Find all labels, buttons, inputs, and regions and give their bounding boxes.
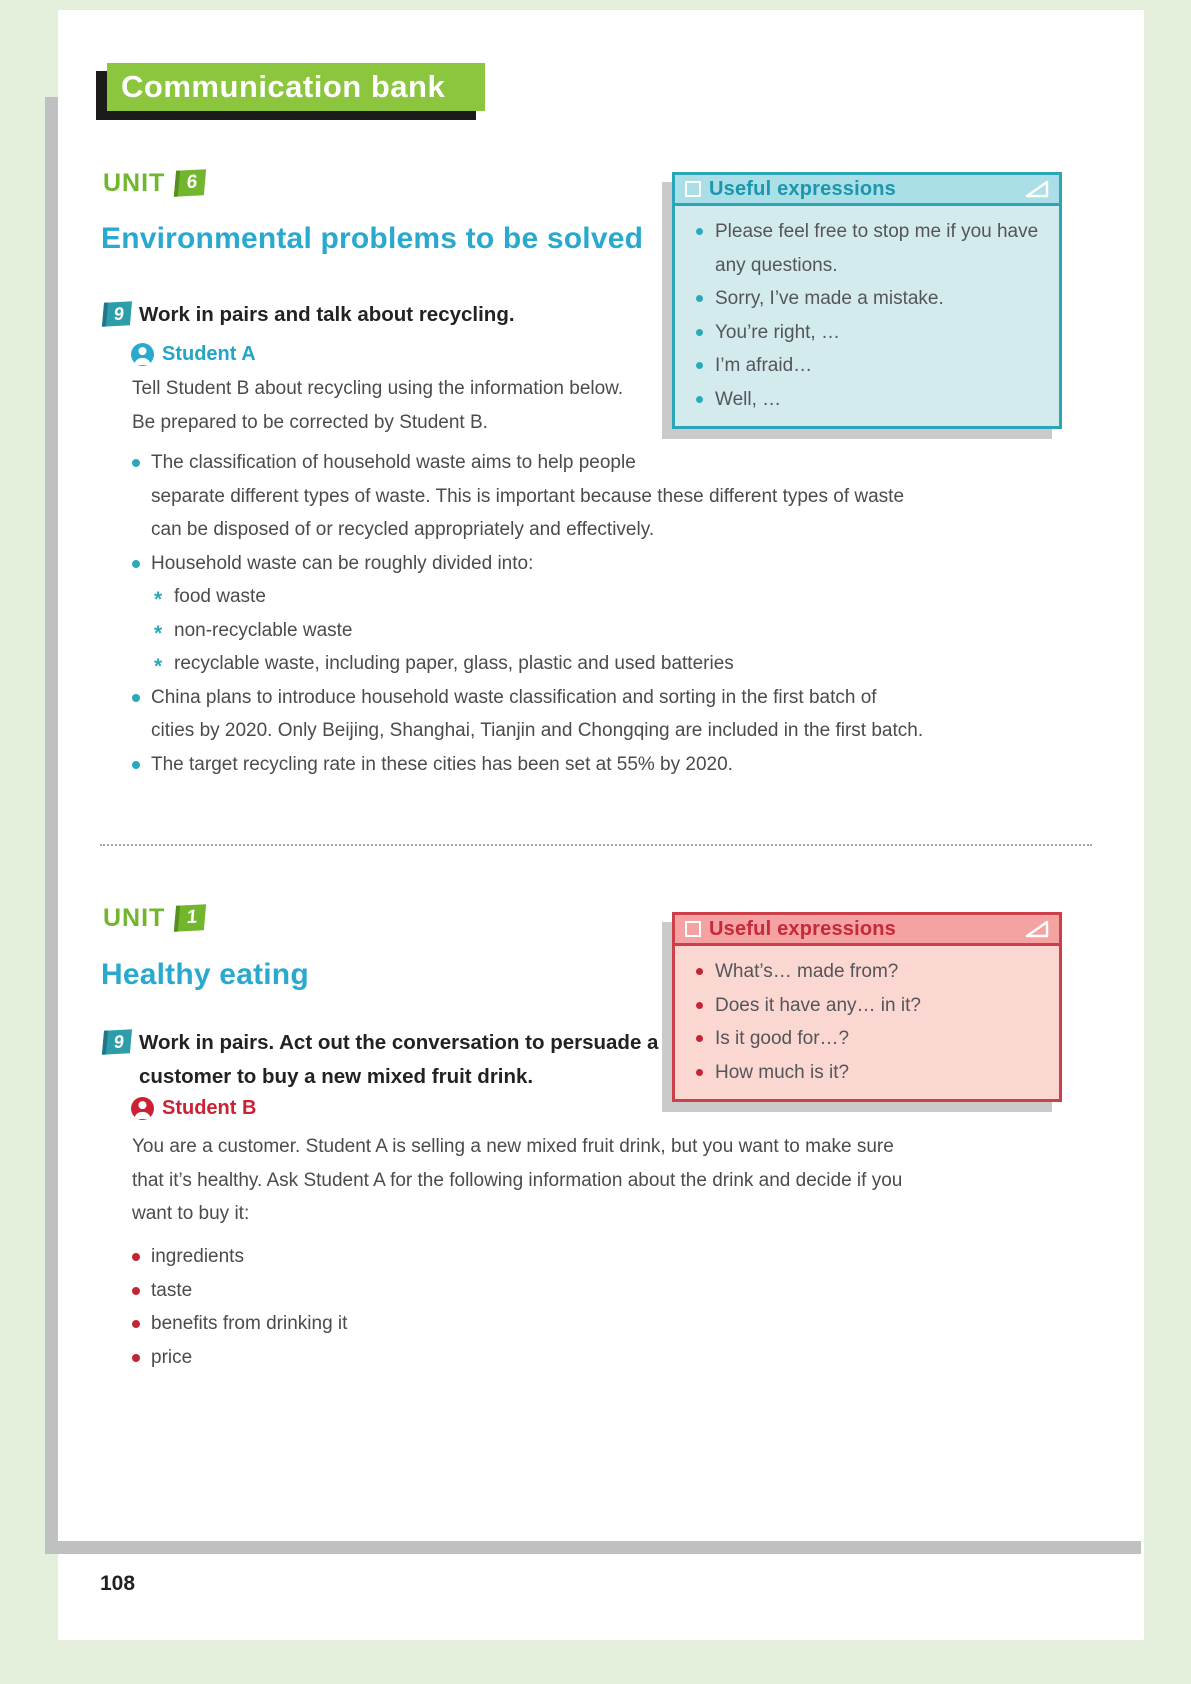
bullet-item: taste	[132, 1274, 347, 1308]
unit1-exercise-number-badge: 9	[102, 1029, 132, 1054]
bullet-item: Household waste can be roughly divided into: * food waste * non-recyclable waste * recyclable waste, including paper, glass, plastic and used batteries	[132, 547, 923, 681]
unit1-intro-line: want to buy it:	[132, 1203, 250, 1224]
page-number: 108	[100, 1572, 136, 1595]
expression-item: What’s… made from?	[691, 955, 1045, 989]
bullet-item: price	[132, 1341, 347, 1375]
unit1-exercise-instruction-line: Work in pairs. Act out the conversation to persuade a	[139, 1031, 659, 1054]
unit1-label: UNIT	[103, 903, 166, 932]
unit1-number-badge: 1	[174, 904, 206, 932]
person-icon	[131, 1097, 154, 1120]
expression-item: You’re right, …	[691, 316, 1045, 350]
useful-expressions-header	[675, 175, 1059, 206]
expression-item: Please feel free to stop me if you have any questions.	[691, 215, 1045, 282]
page-frame-bottom	[45, 1541, 1141, 1554]
bullet-item: benefits from drinking it	[132, 1307, 347, 1341]
sub-bullet-item: * food waste	[132, 580, 923, 614]
unit1-student-row	[131, 1096, 256, 1120]
unit6-number-badge: 6	[174, 169, 206, 197]
unit6-exercise-number-badge: 9	[102, 301, 132, 326]
unit6-label: UNIT	[103, 168, 166, 197]
unit1-intro-line: You are a customer. Student A is selling a new mixed fruit drink, but you want to make sure	[132, 1136, 894, 1157]
page-frame-left	[45, 97, 58, 1554]
useful-expressions-list	[675, 946, 1059, 1099]
unit6-intro-line: Tell Student B about recycling using the information below.	[132, 378, 624, 399]
expression-item: Sorry, I’ve made a mistake.	[691, 282, 1045, 316]
bullet-item: ingredients	[132, 1240, 347, 1274]
bullet-item: The classification of household waste aims to help people separate different types of waste. This is important because these different types of waste can be disposed of or recycled appropriately and effectively.	[132, 446, 923, 547]
square-outline-icon	[685, 921, 701, 937]
unit1-heading	[103, 903, 205, 933]
person-icon	[131, 343, 154, 366]
expression-item: I’m afraid…	[691, 349, 1045, 383]
triangle-outline-icon	[1025, 920, 1049, 938]
expression-item: How much is it?	[691, 1056, 1045, 1090]
unit6-intro-line: Be prepared to be corrected by Student B.	[132, 412, 488, 433]
unit6-useful-expressions-box	[672, 172, 1062, 429]
sub-bullet-item: * recyclable waste, including paper, glass, plastic and used batteries	[132, 647, 923, 681]
square-outline-icon	[685, 181, 701, 197]
unit1-useful-expressions-box	[672, 912, 1062, 1102]
unit6-exercise	[103, 298, 515, 332]
triangle-outline-icon	[1025, 180, 1049, 198]
expression-item: Does it have any… in it?	[691, 989, 1045, 1023]
useful-expressions-list	[675, 206, 1059, 426]
unit6-heading	[103, 168, 205, 198]
useful-expressions-title: Useful expressions	[709, 177, 897, 200]
bullet-item: China plans to introduce household waste classification and sorting in the first batch of cities by 2020. Only Beijing, Shanghai, Tianjin and Chongqing are included in the first batch.	[132, 681, 923, 748]
expression-item: Well, …	[691, 383, 1045, 417]
useful-expressions-header	[675, 915, 1059, 946]
unit1-exercise	[103, 1026, 658, 1094]
expression-item: Is it good for…?	[691, 1022, 1045, 1056]
page-banner: Communication bank	[107, 63, 485, 111]
unit6-student-row	[131, 342, 256, 366]
unit6-title: Environmental problems to be solved	[101, 222, 644, 255]
unit6-intro	[132, 372, 623, 440]
section-divider	[100, 844, 1092, 846]
unit1-exercise-instruction-line: customer to buy a new mixed fruit drink.	[139, 1065, 534, 1088]
unit6-exercise-instruction: Work in pairs and talk about recycling.	[139, 303, 515, 326]
unit1-title: Healthy eating	[101, 958, 309, 991]
unit1-bullet-list	[132, 1240, 347, 1374]
useful-expressions-title: Useful expressions	[709, 917, 897, 940]
unit1-intro	[132, 1130, 902, 1231]
bullet-item: The target recycling rate in these cities has been set at 55% by 2020.	[132, 748, 923, 782]
unit1-intro-line: that it’s healthy. Ask Student A for the following information about the drink and decide if you	[132, 1169, 903, 1191]
sub-bullet-item: * non-recyclable waste	[132, 614, 923, 648]
unit6-student-label: Student A	[162, 342, 256, 365]
unit6-bullet-list	[132, 446, 923, 781]
unit1-student-label: Student B	[162, 1096, 257, 1119]
